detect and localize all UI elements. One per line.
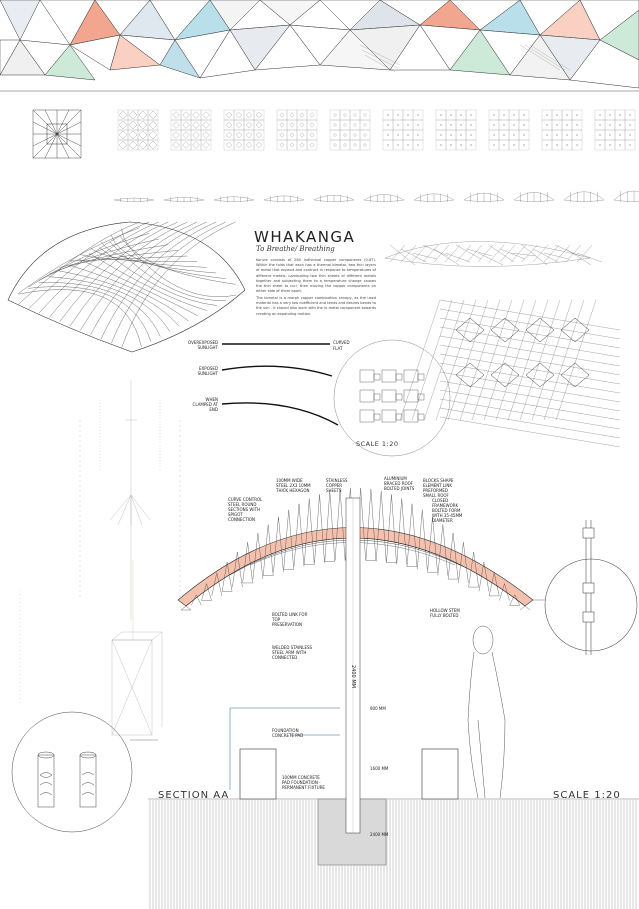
callout-hollow-stem: HOLLOW STEM FULLY BOLTED [430,608,460,618]
callout-concrete-pad: 100MM CONCRETE PAD FOUNDATION - PERMANENT FIXTURE [282,775,325,790]
dome-perspective [8,222,245,352]
callout-braced-roof: ALUMINIUM BRACED ROOF BOLTED JOINTS [384,476,415,491]
state-label-flat: FLAT [333,346,343,351]
dimension-height: 2400 MM [350,665,356,688]
bimetal-state-diagrams [222,344,338,425]
callout-block-shape: BLOCKS SHAPE ELEMENT LINK PREFORMED SMALL ROOF [423,478,454,498]
description-paragraph-2: The bimetal is a morph copper combination canopy, as the used material has a very low coefficient and tends and desires bends to the sun - it should also work with the hi-metal component towards creating an expanding motion. [256,296,376,316]
plan-iterations-row [33,110,635,158]
stem-detail-vertical [20,380,180,735]
human-figure [468,626,505,798]
state-label-curved: CURVED [333,340,350,345]
bolt-detail-circle [12,712,158,832]
section-scale-label: SCALE 1:20 [553,790,621,801]
callout-foundation-pad: FOUNDATION CONCRETE PAD [272,728,304,738]
state-label-overexposed: OVEREXPOSED SUNLIGHT [188,340,219,350]
description-paragraph-1: Korure consists of 280 individual copper components (0.6T). Within the folds that each has a thermal bimetal, two thin layers of metal that expand and contract in response to temperatures of different metals. Laminating two thin sheets of different metals together and subjecting them to a temperature change causes the thin sheet to curl, then moving the copper components on either side of them apart. [256,258,376,294]
callout-hexagon: 100MM WIDE STEEL 2X3 10MM THICK HEXAGON [276,478,311,493]
callout-copper-sheets: STAINLESS COPPER SHEETS [326,478,348,493]
stem-joint-detail-circle [533,520,637,655]
callout-bolted-link: BOLTED LINK FOR TOP PRESERVATION [272,612,308,627]
detail-circle-plan [334,340,450,456]
section-label: SECTION AA [158,790,230,801]
detail-scale-label: SCALE 1:20 [356,440,399,448]
triangulated-banner [0,0,639,92]
dimension-a: 900 MM [370,706,386,711]
callout-curve-control: CURVE CONTROL STEEL ROUND SECTIONS WITH SPIGOT CONNECTION [228,497,263,522]
axonometric-detail-sketch [400,300,620,447]
callout-welded-arm: WELDED STAINLESS STEEL ARM WITH CONNECTED [272,645,313,660]
elevation-iterations-row [114,191,639,202]
state-label-clamped: WHEN CLAMPED AT END [192,397,218,412]
project-subtitle: To Breathe/ Breathing [256,245,335,253]
ground-hatch [148,799,639,909]
state-label-exposed: EXPOSED SUNLIGHT [197,366,218,376]
callout-closed-framework: CLOSED FRAMEWORK BOLTED FORM WITH 35-45MM DIAMETER [432,498,463,523]
dimension-c: 2400 MM [370,832,389,837]
dimension-b: 1600 MM [370,766,389,771]
project-title: WHAKANGA [254,228,356,246]
canopy-elevation-sketch [385,242,602,267]
plan-iteration-dense [33,110,81,158]
